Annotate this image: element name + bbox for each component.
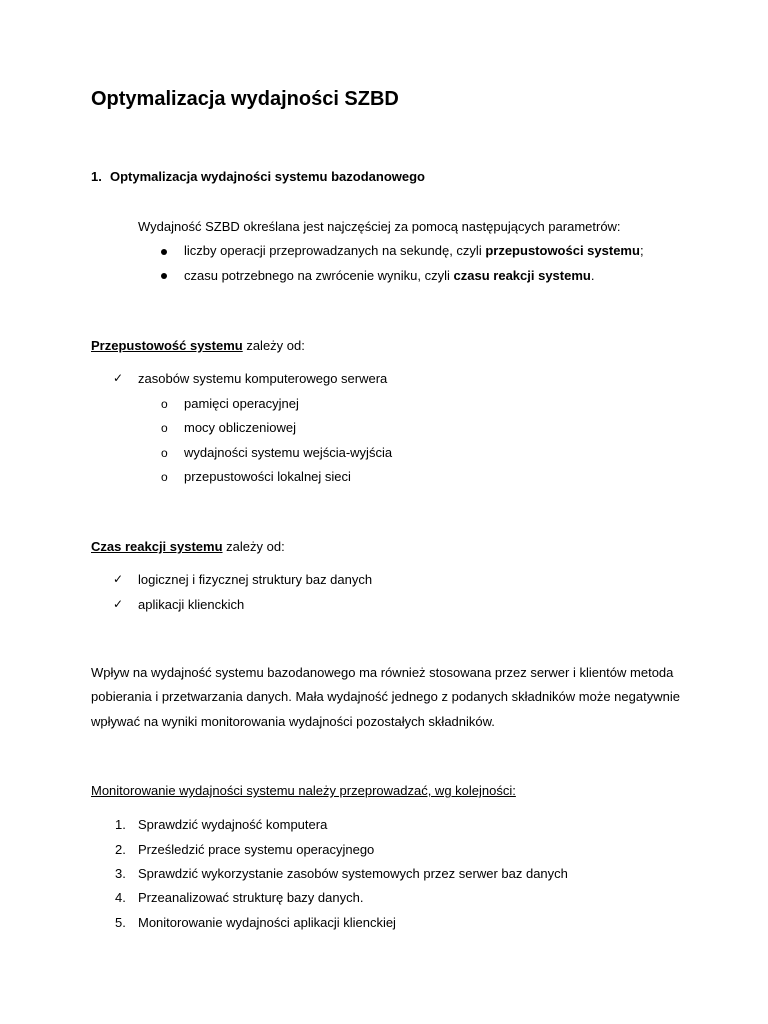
step-number: 5. [115, 915, 126, 930]
list-item: zasobów systemu komputerowego serwera [138, 371, 388, 386]
step-item: Sprawdzić wykorzystanie zasobów systemowych przez serwer baz danych [138, 866, 568, 881]
circle-o-icon: o [161, 421, 168, 435]
step-item: Sprawdzić wydajność komputera [138, 817, 328, 832]
list-item: czasu potrzebnego na zwrócenie wyniku, czyli czasu reakcji systemu. [184, 268, 595, 283]
list-item: przepustowości lokalnej sieci [184, 469, 351, 484]
circle-o-icon: o [161, 470, 168, 484]
paragraph-line: pobierania i przetwarzania danych. Mała wydajność jednego z podanych składników może negatywnie [91, 689, 680, 704]
paragraph-line: wpływać na wyniki monitorowania wydajności pozostałych składników. [91, 714, 495, 729]
page-title: Optymalizacja wydajności SZBD [91, 88, 399, 110]
list-item: aplikacji klienckich [138, 597, 245, 612]
checkmark-icon: ✓ [113, 597, 124, 611]
step-item: Prześledzić prace systemu operacyjnego [138, 842, 375, 857]
throughput-heading: Przepustowość systemu zależy od: [91, 338, 305, 353]
section-intro: Wydajność SZBD określana jest najczęściej za pomocą następujących parametrów: [138, 219, 621, 234]
list-item: liczby operacji przeprowadzanych na sekundę, czyli przepustowości systemu; [184, 243, 644, 258]
section-number: 1. [91, 169, 102, 184]
bullet-dot-icon [161, 273, 167, 279]
step-number: 2. [115, 842, 126, 857]
circle-o-icon: o [161, 397, 168, 411]
bullet-dot-icon [161, 249, 167, 255]
list-item: logicznej i fizycznej struktury baz danych [138, 572, 373, 587]
step-number: 3. [115, 866, 126, 881]
list-item: wydajności systemu wejścia-wyjścia [184, 445, 393, 460]
step-number: 1. [115, 817, 126, 832]
response-heading: Czas reakcji systemu zależy od: [91, 539, 285, 554]
step-item: Przeanalizować strukturę bazy danych. [138, 890, 364, 905]
circle-o-icon: o [161, 446, 168, 460]
monitoring-heading: Monitorowanie wydajności systemu należy przeprowadzać, wg kolejności: [91, 783, 516, 798]
section-heading: Optymalizacja wydajności systemu bazodanowego [110, 169, 425, 184]
list-item: mocy obliczeniowej [184, 420, 296, 435]
list-item: pamięci operacyjnej [184, 396, 299, 411]
paragraph-line: Wpływ na wydajność systemu bazodanowego ma również stosowana przez serwer i klientów metoda [91, 665, 674, 680]
checkmark-icon: ✓ [113, 572, 124, 586]
checkmark-icon: ✓ [113, 371, 124, 385]
step-number: 4. [115, 890, 126, 905]
step-item: Monitorowanie wydajności aplikacji klienckiej [138, 915, 396, 930]
